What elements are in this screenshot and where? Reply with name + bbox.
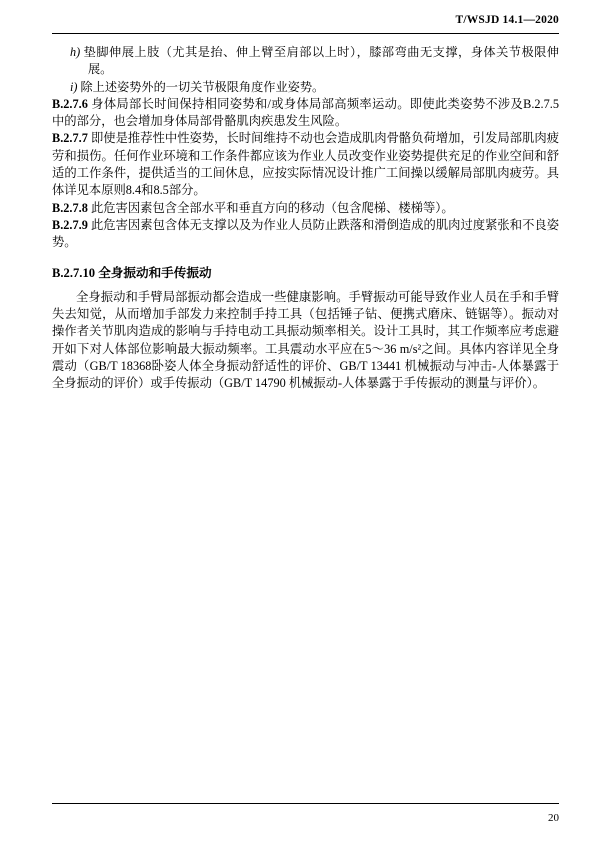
page-content	[52, 44, 559, 393]
list-item-text: 垫脚伸展上肢（尤其是抬、伸上臂至肩部以上时），膝部弯曲无支撑，身体关节极限伸展。	[83, 45, 559, 77]
clause-text: 即使是推荐性中性姿势，长时间维持不动也会造成肌肉骨骼负荷增加，引发局部肌肉疲劳和损伤。任何作业环境和工作条件都应该为作业人员改变作业姿势提供充足的作业空间和舒适的工作条件，提供适当的工间休息，应按实际情况设计推广工间操以缓解局部肌肉疲劳。具体详见本原则8.4和8.5部分。	[52, 131, 559, 198]
list-item	[70, 79, 559, 96]
clause-paragraph	[52, 217, 559, 252]
clause-number: B.2.7.8	[52, 200, 88, 215]
clause-text: 此危害因素包含体无支撑以及为作业人员防止跌落和滑倒造成的肌肉过度紧张和不良姿势。	[52, 217, 559, 250]
list-item	[70, 44, 559, 79]
list-item-text: 除上述姿势外的一切关节极限角度作业姿势。	[80, 79, 325, 94]
section-heading	[52, 265, 559, 282]
section-title: 全身振动和手传振动	[98, 265, 212, 280]
section-number: B.2.7.10	[52, 265, 96, 280]
list-item-label: i)	[70, 79, 78, 94]
page-header-standard-id: T/WSJD 14.1—2020	[455, 14, 559, 26]
footer-divider	[52, 803, 559, 804]
clause-paragraph	[52, 200, 559, 217]
clause-text: 身体局部长时间保持相同姿势和/或身体局部高频率运动。即使此类姿势不涉及B.2.7.5中的部分，也会增加身体局部骨骼肌肉疾患发生风险。	[52, 96, 559, 129]
clause-number: B.2.7.9	[52, 217, 88, 232]
header-divider	[52, 33, 559, 34]
section-paragraph: 全身振动和手臂局部振动都会造成一些健康影响。手臂振动可能导致作业人员在手和手臂失去知觉，从而增加手部发力来控制手持工具（包括锤子钻、便携式磨床、链锯等）。振动对操作者关节肌肉造成的影响与手持电动工具振动频率相关。设计工具时，其工作频率应考虑避开如下对人体部位影响最大振动频率。工具震动水平应在5～36 m/s²之间。具体内容详见全身震动（GB/T 18368卧姿人体全身振动舒适性的评价、GB/T 13441 机械振动与冲击-人体暴露于全身振动的评价）或手传振动（GB/T 14790 机械振动-人体暴露于手传振动的测量与评价）。	[52, 289, 559, 391]
clause-number: B.2.7.6	[52, 96, 88, 111]
clause-number: B.2.7.7	[52, 131, 88, 146]
clause-paragraph	[52, 130, 559, 199]
clause-text: 此危害因素包含全部水平和垂直方向的移动（包含爬梯、楼梯等）。	[90, 200, 454, 215]
clause-paragraph	[52, 96, 559, 131]
page-number: 20	[548, 812, 559, 824]
list-item-label: h)	[70, 45, 81, 59]
